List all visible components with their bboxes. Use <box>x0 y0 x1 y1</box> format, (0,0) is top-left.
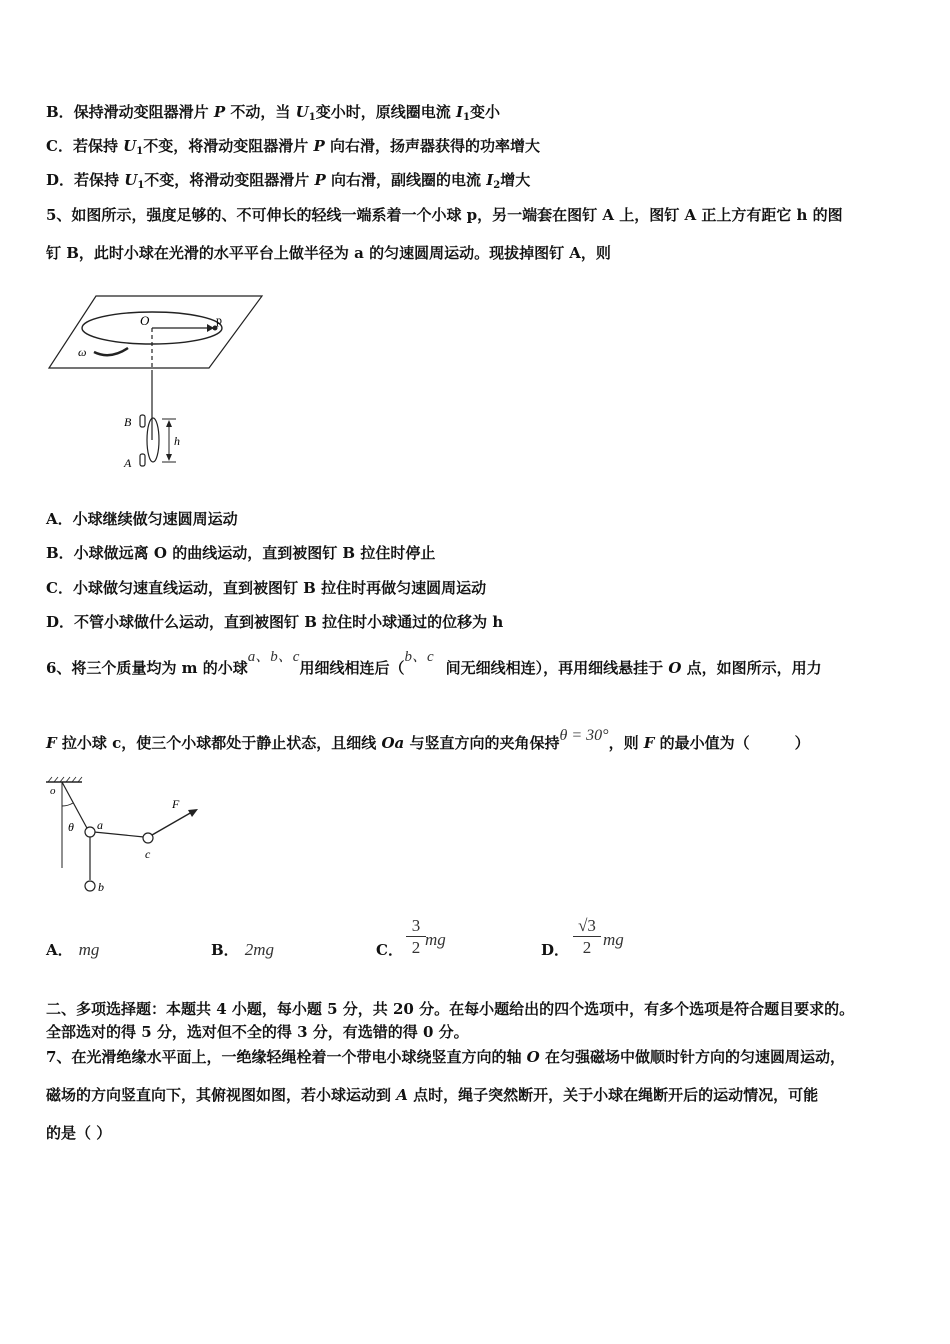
q5-stem-line2: 钉 B，此时小球在光滑的水平平台上做半径为 a 的匀速圆周运动。现拔掉图钉 A，则 <box>46 244 611 262</box>
q5-option-d: D．不管小球做什么运动，直到被图钉 B 拉住时小球通过的位移为 h <box>46 613 504 631</box>
q6-option-d-fraction: √3 2 <box>573 916 601 959</box>
label-a: a <box>97 818 103 832</box>
q6-option-d-mg: mg <box>603 930 624 949</box>
q6-option-c-label: C． <box>376 941 403 959</box>
q7-stem-line3: 的是（ ） <box>46 1124 112 1142</box>
label-h: h <box>174 434 180 448</box>
label-c: c <box>145 847 151 861</box>
theta-arc <box>62 803 73 806</box>
omega-arrow-icon <box>94 348 128 355</box>
ball-b <box>85 881 95 891</box>
section-2-scoring: 全部选对的得 5 分，选对但不全的得 3 分，有选错的得 0 分。 <box>46 1023 469 1041</box>
q5-option-c: C．小球做匀速直线运动，直到被图钉 B 拉住时再做匀速圆周运动 <box>46 579 487 597</box>
label-b: B <box>124 415 132 429</box>
q5-option-b: B．小球做远离 O 的曲线运动，直到被图钉 B 拉住时停止 <box>46 544 436 562</box>
label-b: b <box>98 880 104 894</box>
q5-stem-line1: 5、如图所示，强度足够的、不可伸长的轻线一端系着一个小球 p，另一端套在图钉 A 上，图钉 A 正上方有距它 h 的图 <box>46 206 843 224</box>
label-a: A <box>124 456 132 470</box>
label-o: O <box>140 313 150 328</box>
q4-option-d: D．若保持 $U_1$不变，将滑动变阻器滑片 P 向右滑，副线圈的电流 $I_2$增大 <box>46 171 531 191</box>
section-2-heading: 二、多项选择题：本题共 4 小题，每小题 5 分，共 20 分。在每小题给出的四个选项中，有多个选项是符合题目要求的。 <box>46 1000 855 1018</box>
q4-option-c: C．若保持 $U_1$不变，将滑动变阻器滑片 P 向右滑，扬声器获得的功率增大 <box>46 137 540 157</box>
string-loop <box>147 418 159 462</box>
label-p: p <box>216 313 222 327</box>
pin-a <box>140 454 145 466</box>
string-ac <box>94 832 144 837</box>
q6-stem-line2: F 拉小球 c，使三个小球都处于静止状态，且细线 Oa 与竖直方向的夹角保持θ = 30°，则 F 的最小值为（ ） <box>46 727 810 752</box>
q4-option-b: B．保持滑动变阻器滑片 P 不动，当 $U_1$变小时，原线圈电流 $I_1$变小 <box>46 103 500 123</box>
label-f: F <box>172 797 180 811</box>
force-f <box>152 812 192 835</box>
q5-figure <box>44 290 274 475</box>
ball-a <box>85 827 95 837</box>
q6-stem-line1: 6、将三个质量均为 m 的小球a、b、c用细线相连后（b、c间无细线相连），再用细线悬挂于 O 点，如图所示，用力 <box>46 649 822 677</box>
q7-stem-line1: 7、在光滑绝缘水平面上，一绝缘轻绳栓着一个带电小球绕竖直方向的轴 O 在匀强磁场中做顺时针方向的匀速圆周运动， <box>46 1048 845 1066</box>
label-theta: θ <box>68 820 74 834</box>
q6-option-a: A． mg <box>46 940 100 959</box>
q6-option-d-label: D． <box>541 941 570 959</box>
q6-option-c-mg: mg <box>425 930 446 949</box>
label-omega: ω <box>78 345 87 359</box>
q6-figure <box>44 776 214 896</box>
q7-stem-line2: 磁场的方向竖直向下，其俯视图如图，若小球运动到 A 点时，绳子突然断开，关于小球在绳断开后的运动情况，可能 <box>46 1086 819 1104</box>
pin-b <box>140 415 145 427</box>
q5-option-a: A．小球继续做匀速圆周运动 <box>46 510 238 528</box>
q6-option-c-fraction: 3 2 <box>406 916 426 959</box>
label-o: o <box>50 785 56 797</box>
q6-option-b: B． 2mg <box>211 940 274 959</box>
ball-c <box>143 833 153 843</box>
